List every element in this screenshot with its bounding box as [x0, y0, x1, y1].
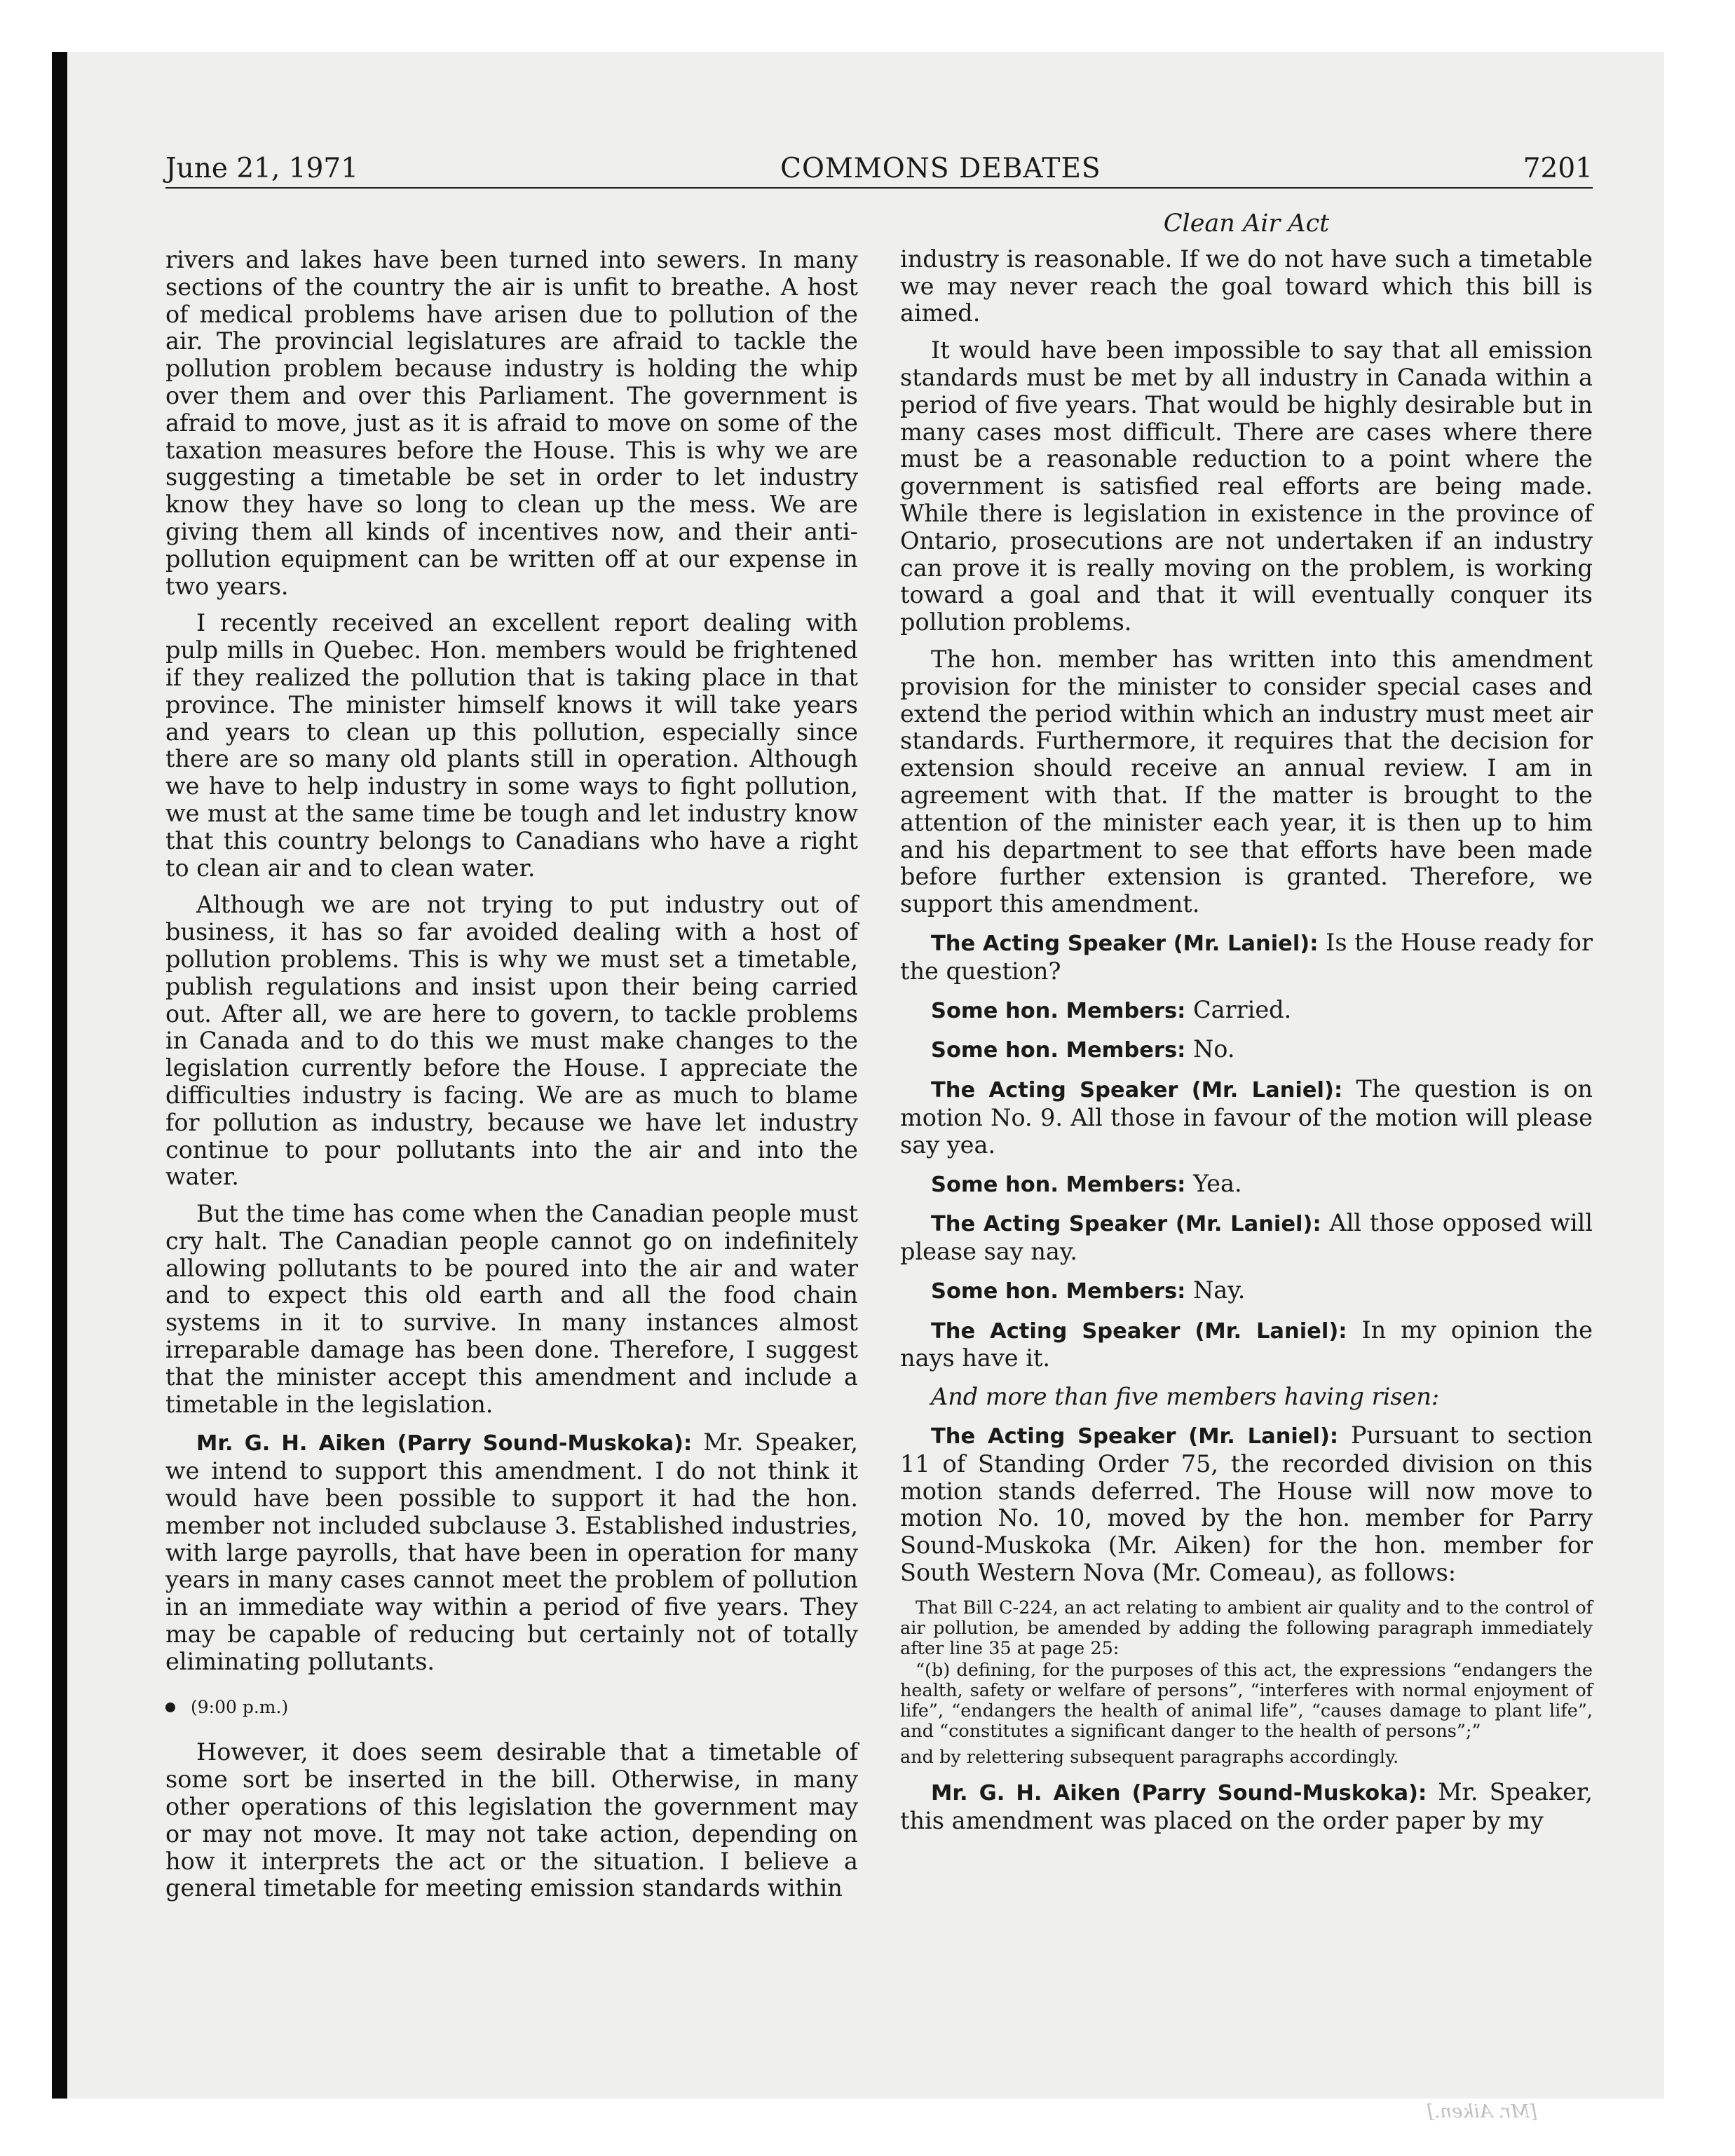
- speaker-name: Some hon. Members:: [931, 1172, 1186, 1197]
- quote-paragraph: “(b) defining, for the purposes of this act, the expressions “endangers the health, safety or welfare of persons”, “interferes with normal enjoyment of life”, “endangers the health of animal life”, “causes damage to plant life”, and “constitutes a significant danger to the health of persons”;”: [900, 1659, 1593, 1742]
- speech-text: Mr. Speaker, we intend to support this amendment. I do not think it would have been possible to support it had the hon. member not included subclause 3. Established industries, with large payrolls, that have been in operation for many years in many cases cannot meet the problem of pollution in an immediate way within a period of five years. They may be capable of reducing but certainly not of totally eliminating pollutants.: [165, 1428, 858, 1675]
- speech-aiken: [165, 1429, 858, 1675]
- speech-members: [900, 1277, 1593, 1306]
- speech-aiken: [900, 1779, 1593, 1835]
- quote-paragraph: and by relettering subsequent paragraphs accordingly.: [900, 1746, 1399, 1768]
- bullet-icon: [165, 1703, 175, 1712]
- paragraph: However, it does seem desirable that a timetable of some sort be inserted in the bill. Otherwise, in many other operations of this legislation the government may or may not move. It may not take action, depending on how it interprets the act or the situation. I believe a general timetable for meeting emission standards within: [165, 1738, 858, 1902]
- right-column: [900, 210, 1593, 1845]
- speaker-name: Some hon. Members:: [931, 1278, 1186, 1304]
- speaker-name: The Acting Speaker (Mr. Laniel):: [931, 1078, 1343, 1103]
- speech-members: [900, 997, 1593, 1025]
- timestamp-text: (9:00 p.m.): [191, 1696, 289, 1717]
- speech-text: Carried.: [1185, 995, 1292, 1023]
- paragraph: I recently received an excellent report dealing with pulp mills in Quebec. Hon. members would be frightened if they realized the pollution that is taking place in that province. The minister himself knows it will take years and years to clean up this pollution, especially since there are so many old plants still in operation. Although we have to help industry in some ways to fight pollution, we must at the same time be tough and let industry know that this country belongs to Canadians who have a right to clean air and to clean water.: [165, 609, 858, 882]
- speaker-name: The Acting Speaker (Mr. Laniel):: [931, 1212, 1321, 1237]
- running-title: Clean Air Act: [1163, 210, 1330, 238]
- speech-text: In my opinion the nays have it.: [900, 1316, 1593, 1372]
- paragraph: industry is reasonable. If we do not have such a timetable we may never reach the goal toward which this bill is aimed.: [900, 245, 1593, 327]
- paragraph: Although we are not trying to put industry out of business, it has so far avoided dealing with a host of pollution problems. This is why we must set a timetable, publish regulations and insist upon their being carried out. After all, we are here to govern, to tackle problems in Canada and to do this we must make changes to the legislation currently before the House. I appreciate the difficulties industry is facing. We are as much to blame for pollution as industry, because we have let industry continue to pour pollutants into the air and into the water.: [165, 891, 858, 1191]
- speech-acting-speaker: [900, 1210, 1593, 1266]
- speech-acting-speaker: [900, 1076, 1593, 1159]
- speech-text: No.: [1185, 1035, 1235, 1063]
- speech-text: Mr. Speaker, this amendment was placed on the order paper by my: [900, 1778, 1593, 1834]
- timestamp: [165, 1694, 858, 1721]
- speaker-name: The Acting Speaker (Mr. Laniel):: [931, 931, 1319, 956]
- speech-acting-speaker: [900, 1422, 1593, 1587]
- speech-text: The question is on motion No. 9. All those in favour of the motion will please say yea.: [900, 1075, 1593, 1159]
- header-date: June 21, 1971: [165, 153, 359, 184]
- speech-acting-speaker: [900, 1317, 1593, 1373]
- show-through-mark: [Mr. Aiken.]: [1427, 2101, 1537, 2122]
- speech-text: Nay.: [1185, 1276, 1246, 1304]
- speech-text: Yea.: [1185, 1169, 1242, 1197]
- paragraph: It would have been impossible to say that all emission standards must be met by all industry in Canada within a period of five years. That would be highly desirable but in many cases most difficult. There are cases where there must be a reasonable reduction to a point where the government is satisfied real efforts are being made. While there is legislation in existence in the province of Ontario, prosecutions are not undertaken if an industry can prove it is really moving on the problem, is working toward a goal and that it will eventually conquer its pollution problems.: [900, 336, 1593, 636]
- speech-members: [900, 1171, 1593, 1199]
- speaker-name: Mr. G. H. Aiken (Parry Sound-Muskoka):: [931, 1780, 1427, 1806]
- speech-text: All those opposed will please say nay.: [900, 1209, 1593, 1266]
- speaker-name: Some hon. Members:: [931, 1038, 1186, 1063]
- speaker-name: Mr. G. H. Aiken (Parry Sound-Muskoka):: [196, 1431, 693, 1456]
- speech-text: Pursuant to section 11 of Standing Order 75, the recorded division on this motion stands deferred. The House will now move to motion No. 10, moved by the hon. member for Parry Sound-Muskoka (Mr. Aiken) for the hon. member for South Western Nova (Mr. Comeau), as follows:: [900, 1421, 1593, 1587]
- motion-quote: [900, 1598, 1593, 1768]
- quote-paragraph: That Bill C-224, an act relating to ambient air quality and to the control of air pollution, be amended by adding the following paragraph immediately after line 35 at page 25:: [900, 1597, 1593, 1659]
- left-column: [165, 247, 858, 1912]
- paragraph: rivers and lakes have been turned into sewers. In many sections of the country the air is unfit to breathe. A host of medical problems have arisen due to pollution of the air. The provincial legislatures are afraid to tackle the pollution problem because industry is holding the whip over them and over this Parliament. The government is afraid to move, just as it is afraid to move on some of the taxation measures before the House. This is why we are suggesting a timetable be set in order to let industry know they have so long to clean up the mess. We are giving them all kinds of incentives now, and their anti-pollution equipment can be written off at our expense in two years.: [165, 246, 858, 600]
- stage-direction: And more than five members having risen:: [931, 1383, 1440, 1411]
- paragraph: But the time has come when the Canadian people must cry halt. The Canadian people cannot go on indefinitely allowing pollutants to be poured into the air and water and to expect this old earth and all the food chain systems in it to survive. In many instances almost irreparable damage has been done. Therefore, I suggest that the minister accept this amendment and include a timetable in the legislation.: [165, 1200, 858, 1418]
- speaker-name: The Acting Speaker (Mr. Laniel):: [931, 1424, 1339, 1449]
- paragraph: The hon. member has written into this amendment provision for the minister to consider special cases and extend the period within which an industry must meet air standards. Furthermore, it requires that the decision for extension should receive an annual review. I am in agreement with that. If the matter is brought to the attention of the minister each year, it is then up to him and his department to see that efforts have been made before further extension is granted. Therefore, we support this amendment.: [900, 645, 1593, 918]
- header-page-number: 7201: [1523, 153, 1593, 184]
- page-content: [165, 153, 1593, 2122]
- header-publication: COMMONS DEBATES: [780, 153, 1101, 184]
- speaker-name: The Acting Speaker (Mr. Laniel):: [931, 1318, 1347, 1344]
- speech-members: [900, 1036, 1593, 1065]
- speech-text: Is the House ready for the question?: [900, 928, 1593, 985]
- speaker-name: Some hon. Members:: [931, 998, 1186, 1023]
- page-header: [165, 153, 1593, 189]
- speech-acting-speaker: [900, 929, 1593, 985]
